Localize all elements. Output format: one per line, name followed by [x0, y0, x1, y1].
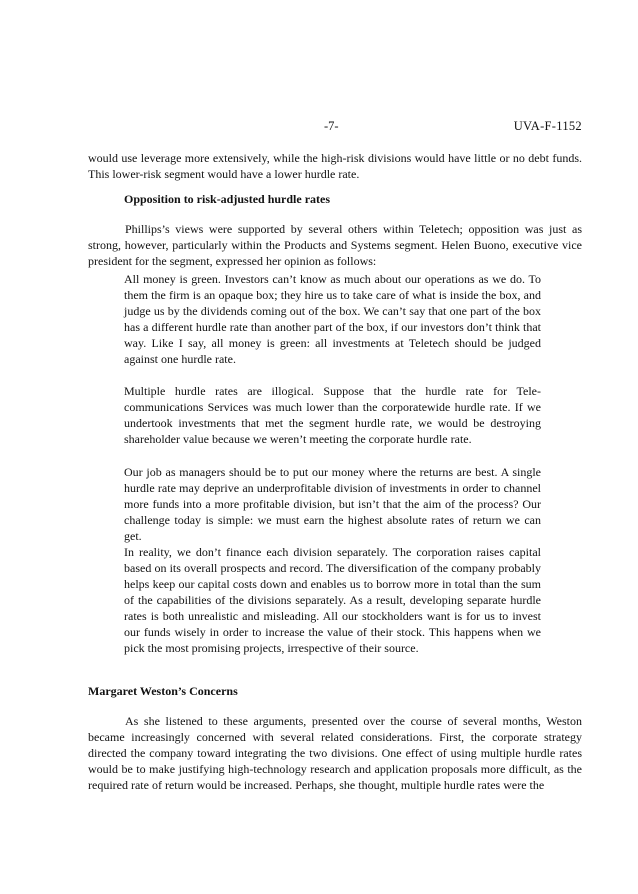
quote-paragraph-3: Our job as managers should be to put our money where the returns are best. A single hurdle rate may deprive an underprofitable division of investments in order to channel more funds into a more profitable division, but isn’t that the aim of the process? Our challenge today is simple: we must earn the highest absolute rates of return we can get. [124, 465, 541, 543]
intro-paragraph: would use leverage more extensively, while the high-risk divisions would have little or no debt funds. This lower-risk segment would have a lower hurdle rate. [88, 151, 582, 181]
document-id: UVA-F-1152 [513, 119, 582, 133]
quote-paragraph-1: All money is green. Investors can’t know as much about our operations as we do. To them the firm is an opaque box; they hire us to take care of what is inside the box, and judge us by the dividends coming out of the box. We can’t say that one part of the box has a different hurdle rate than another part of the box, if our investors don’t think that way. Like I say, all money is green: all investments at Teletech should be judged against one hurdle rate. [124, 272, 541, 366]
page-header [88, 119, 582, 135]
quote-paragraph-2: Multiple hurdle rates are illogical. Suppose that the hurdle rate for Tele-communications Services was much lower than the corporatewide hurdle rate. If we undertook investments that met the segment hurdle rate, we would be destroying shareholder value because we weren’t meeting the corporate hurdle rate. [124, 384, 541, 446]
quote-paragraph-4: In reality, we don’t finance each division separately. The corporation raises capital based on its overall prospects and record. The diversification of the company probably helps keep our capital costs down and enables us to borrow more in total than the sum of the capabilities of the divisions separately. As a result, developing separate hurdle rates is both unrealistic and misleading. All our stockholders want is for us to invest our funds wisely in order to increase the value of their stock. This happens when we pick the most promising projects, irrespective of their source. [124, 545, 541, 655]
page-number: -7- [324, 119, 339, 133]
section1-paragraph: Phillips’s views were supported by several others within Teletech; opposition was just as strong, however, particularly within the Products and Systems segment. Helen Buono, executive vice president for the segment, expressed her opinion as follows: [88, 222, 582, 268]
section-heading-opposition: Opposition to risk-adjusted hurdle rates [124, 192, 331, 206]
section-heading-weston-concerns: Margaret Weston’s Concerns [88, 684, 238, 698]
section2-paragraph: As she listened to these arguments, presented over the course of several months, Weston became increasingly concerned with several related considerations. First, the corporate strategy directed the company toward integrating the two divisions. One effect of using multiple hurdle rates would be to make justifying high-technology research and application proposals more difficult, as the required rate of return would be increased. Perhaps, she thought, multiple hurdle rates were the [88, 714, 582, 792]
